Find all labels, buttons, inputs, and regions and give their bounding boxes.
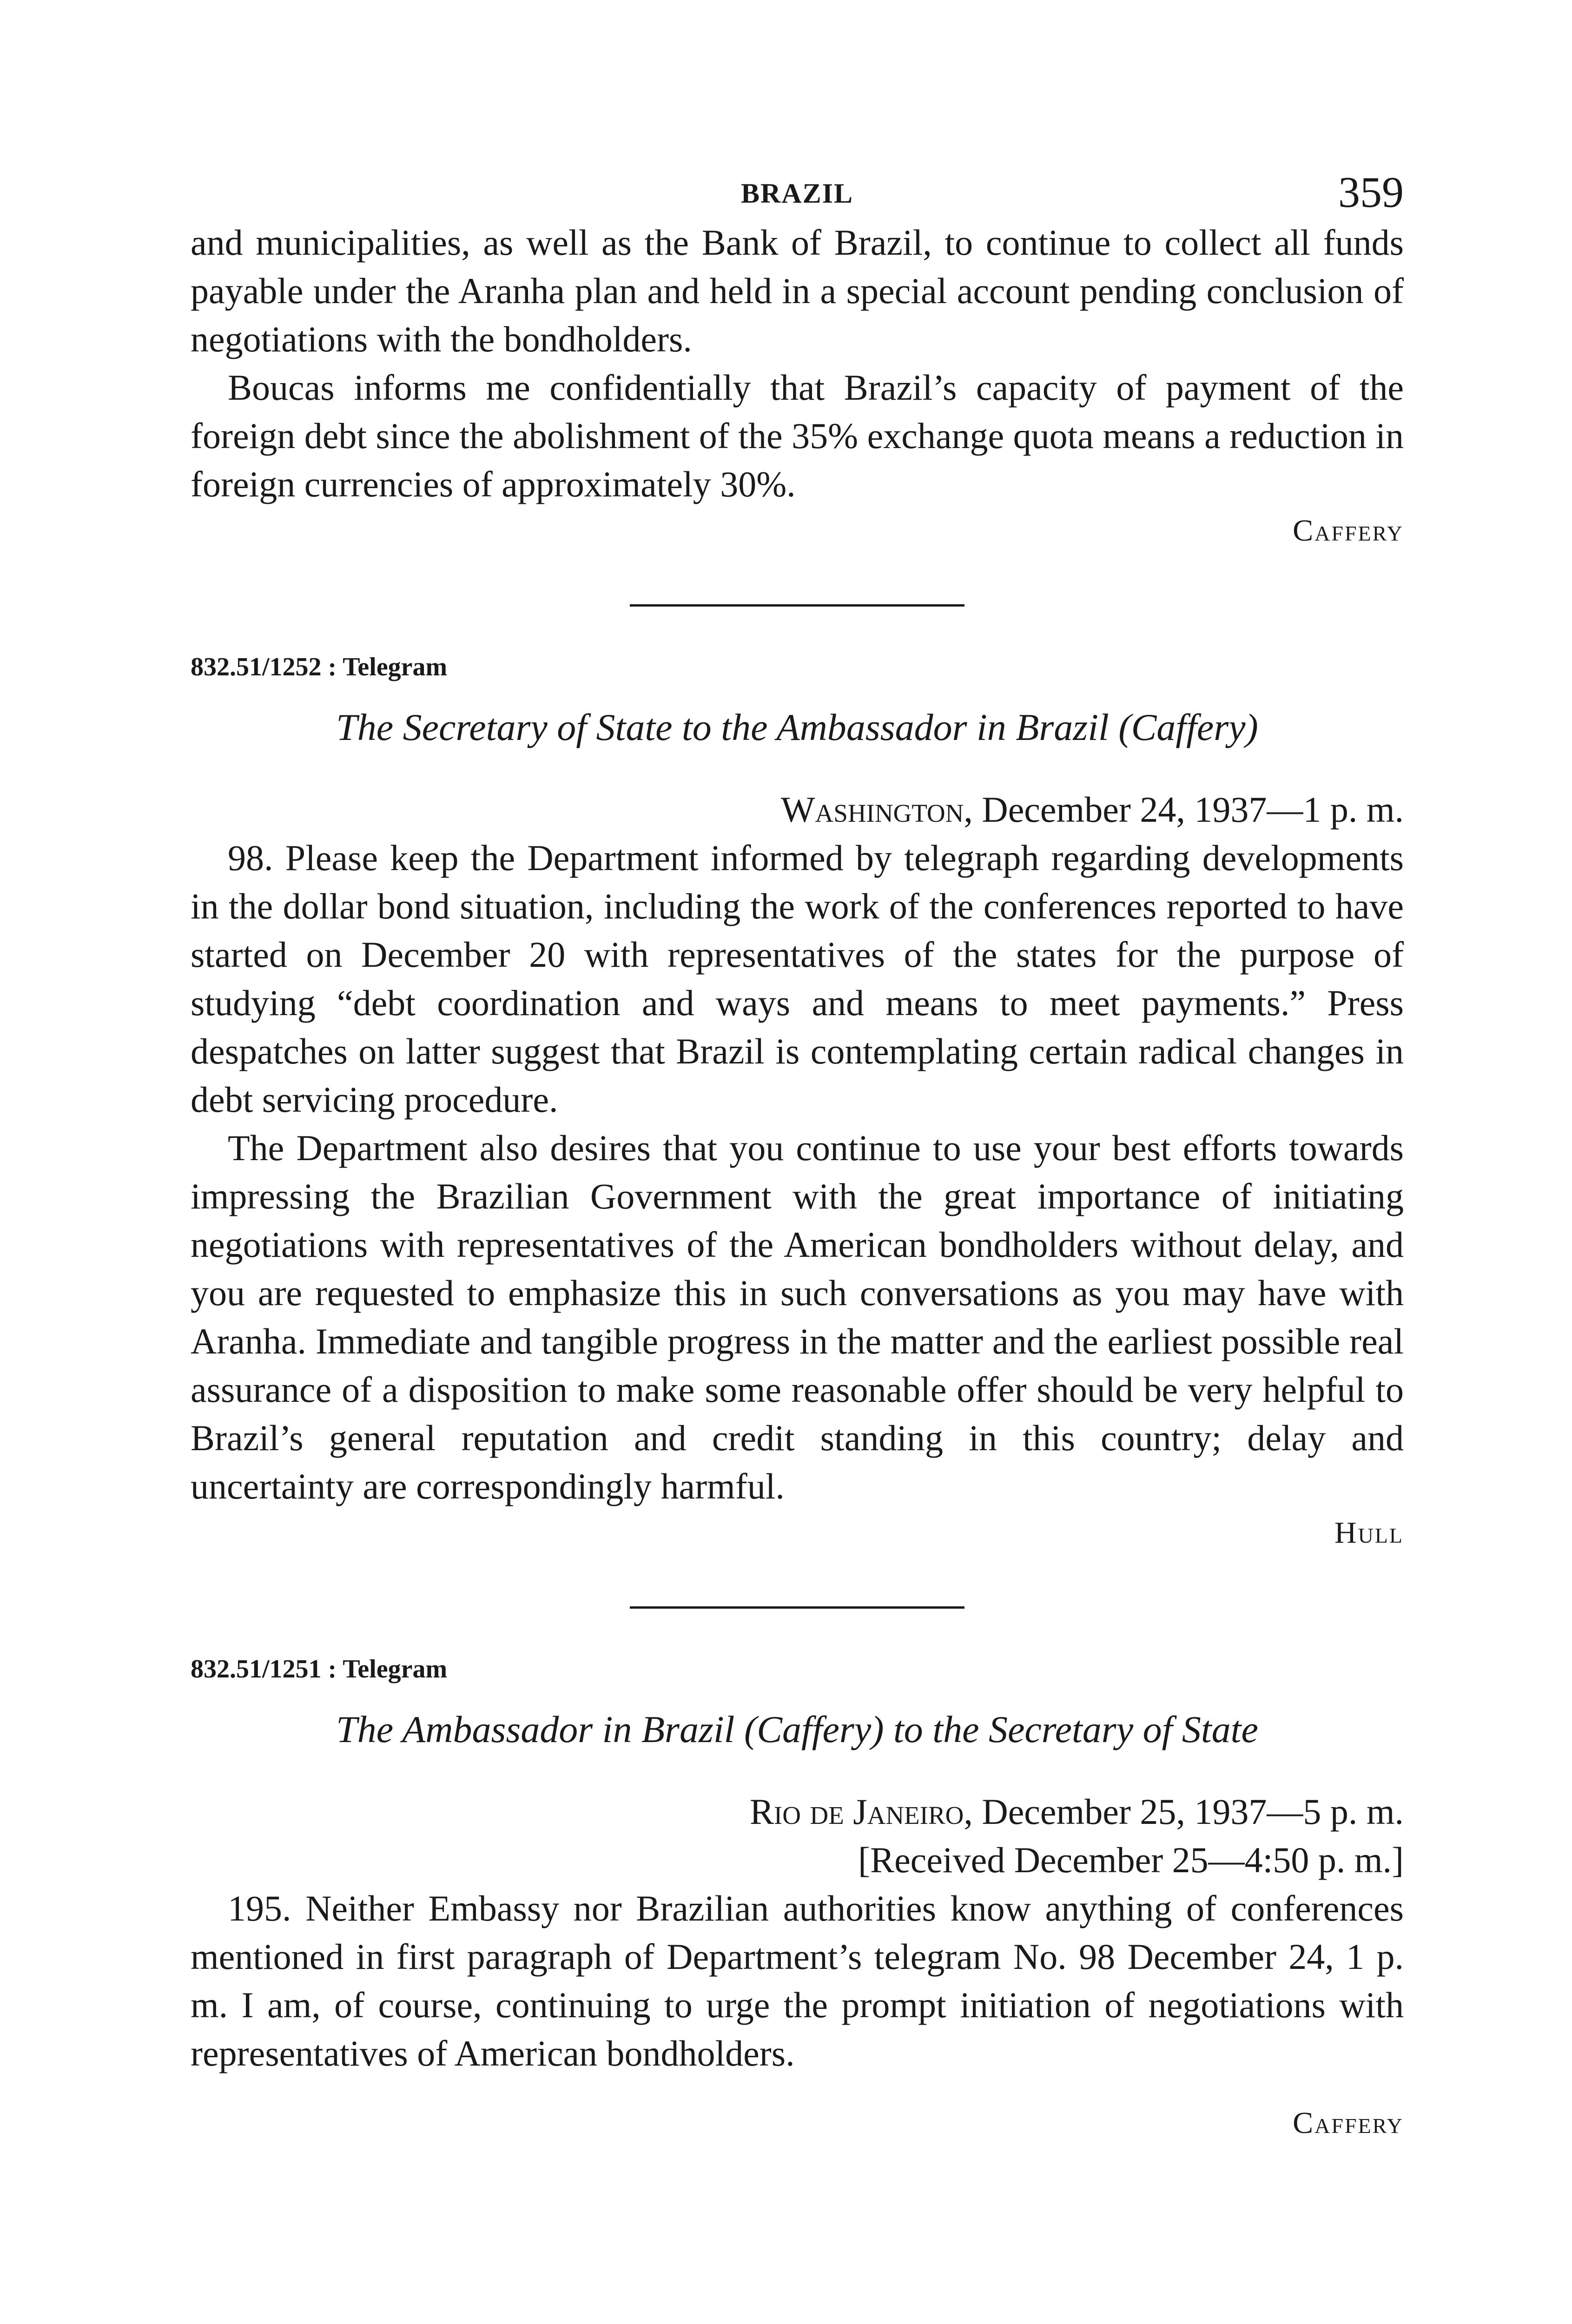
file-reference: 832.51/1251 : Telegram xyxy=(191,1655,448,1684)
dateline-place: Rio de Janeiro, xyxy=(749,1791,973,1832)
dateline xyxy=(191,786,1404,834)
paragraph: 98. Please keep the Department informed by telegraph regarding developments in the dollar bond situation, including the work of the conferences reported to have started on December 20 with representatives of the states for the purpose of studying “debt coordination and ways and means to meet payments.” Press despatches on latter suggest that Brazil is contemplating certain radical changes in debt servicing procedure. xyxy=(191,838,1404,1120)
section-divider xyxy=(630,1606,964,1609)
paragraph: 195. Neither Embassy nor Brazilian authorities know anything of conferences mentioned in first paragraph of Department’s telegram No. 98 December 24, 1 p. m. I am, of course, continuing to urge the prompt initiation of negotiations with representatives of American bondholders. xyxy=(191,1888,1404,2073)
signature: Caffery xyxy=(1293,514,1404,548)
document-title: The Ambassador in Brazil (Caffery) to the Secretary of State xyxy=(336,1708,1258,1750)
section-divider xyxy=(630,604,964,607)
dateline-place: Washington, xyxy=(780,789,973,830)
received-line: [Received December 25—4:50 p. m.] xyxy=(858,1840,1404,1880)
running-title: BRAZIL xyxy=(740,178,854,209)
continued-paragraph: and municipalities, as well as the Bank of Brazil, to continue to collect all funds payable under the Aranha plan and held in a special account pending conclusion of negotiations with the bondholders. xyxy=(191,222,1404,359)
dateline-date: December 24, 1937—1 p. m. xyxy=(972,789,1404,830)
document-title: The Secretary of State to the Ambassador in Brazil (Caffery) xyxy=(336,706,1258,748)
file-reference: 832.51/1252 : Telegram xyxy=(191,653,448,681)
running-head xyxy=(191,167,1404,218)
signature: Caffery xyxy=(1293,2106,1404,2140)
paragraph: Boucas informs me confidentially that Brazil’s capacity of payment of the foreign debt since the abolishment of the 35% exchange quota means a reduction in foreign currencies of approximately 30%. xyxy=(191,367,1404,504)
paragraph: The Department also desires that you continue to use your best efforts towards impressing the Brazilian Government with the great importance of initiating negotiations with representatives of the American bondholders without delay, and you are requested to emphasize this in such conversations as you may have with Aranha. Immediate and tangible progress in the matter and the earliest possible real assurance of a disposition to make some reasonable offer should be very helpful to Brazil’s general reputation and credit standing in this country; delay and uncertainty are correspondingly harmful. xyxy=(191,1128,1404,1506)
dateline xyxy=(191,1788,1404,1836)
dateline-date: December 25, 1937—5 p. m. xyxy=(972,1791,1404,1832)
document-page xyxy=(191,167,1404,2146)
signature: Hull xyxy=(1334,1516,1404,1550)
page-number: 359 xyxy=(1338,168,1404,217)
